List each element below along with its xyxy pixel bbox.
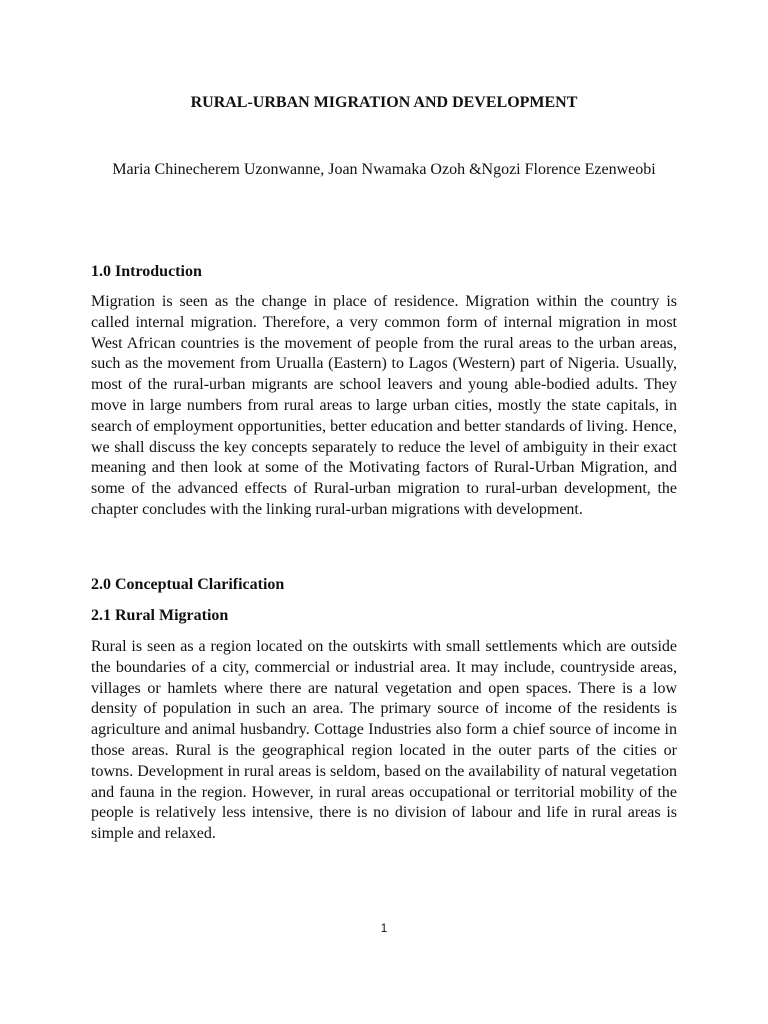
section-heading-introduction: 1.0 Introduction — [91, 263, 202, 280]
introduction-paragraph: Migration is seen as the change in place of residence. Migration within the country is called internal migration. Therefore, a very common form of internal migration in most West African countries is the movement of people from the rural areas to the urban areas, such as the movement from Urualla (Eastern) to Lagos (Western) part of Nigeria. Usually, most of the rural-urban migrants are school leavers and young able-bodied adults. They move in large numbers from rural areas to large urban cities, mostly the state capitals, in search of employment opportunities, better education and better standards of living. Hence, we shall discuss the key concepts separately to reduce the level of ambiguity in their exact meaning and then look at some of the Motivating factors of Rural-Urban Migration, and some of the advanced effects of Rural-urban migration to rural-urban development, the chapter concludes with the linking rural-urban migrations with development. — [91, 293, 677, 518]
document-title: RURAL-URBAN MIGRATION AND DEVELOPMENT — [190, 94, 578, 111]
authors-line: Maria Chinecherem Uzonwanne, Joan Nwamaka Ozoh &Ngozi Florence Ezenweobi — [112, 161, 656, 178]
section-heading-rural-migration: 2.1 Rural Migration — [91, 607, 229, 624]
rural-migration-paragraph: Rural is seen as a region located on the outskirts with small settlements which are outside the boundaries of a city, commercial or industrial area. It may include, countryside areas, villages or hamlets where there are natural vegetation and open spaces. There is a low density of population in such an area. The primary source of income of the residents is agriculture and animal husbandry. Cottage Industries also form a chief source of income in those areas. Rural is the geographical region located in the outer parts of the cities or towns. Development in rural areas is seldom, based on the availability of natural vegetation and fauna in the region. However, in rural areas occupational or territorial mobility of the people is relatively less intensive, there is no division of labour and life in rural areas is simple and relaxed. — [91, 638, 677, 843]
page-number: 1 — [380, 921, 388, 935]
section-heading-conceptual-clarification: 2.0 Conceptual Clarification — [91, 576, 285, 593]
